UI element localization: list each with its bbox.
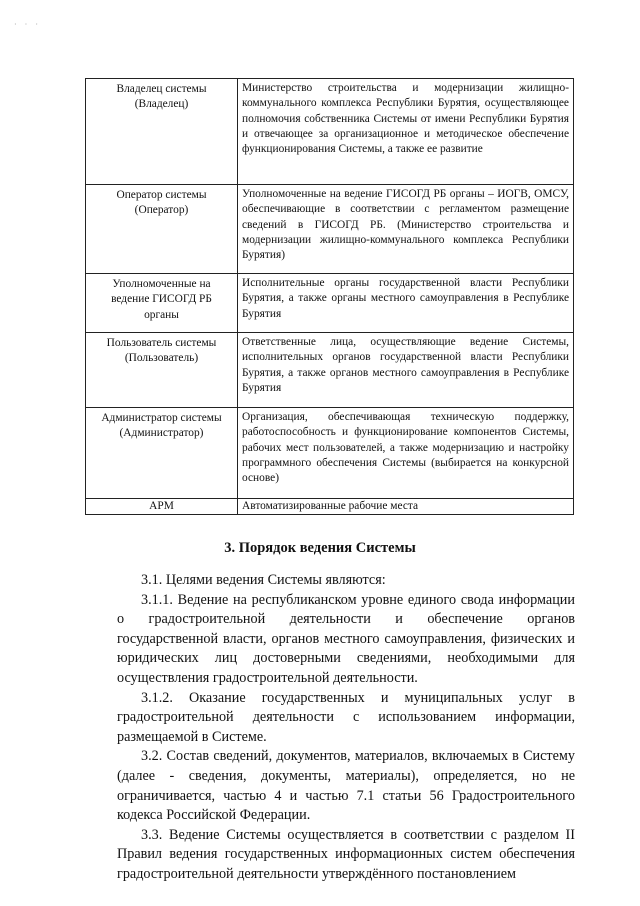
- term-cell: [86, 408, 238, 499]
- scan-artifact: · · ·: [14, 20, 41, 29]
- term-cell: [86, 499, 238, 515]
- term-line: АРМ: [149, 500, 174, 512]
- description-cell: Уполномоченные на ведение ГИСОГД РБ органы – ИОГВ, ОМСУ, обеспечивающие в соответствии с регламентом размещение сведений в ГИСОГД РБ. (Министерство строительства и модернизации жилищно-коммунального комплекса Республики Бурятия): [238, 185, 574, 274]
- paragraph: 3.3. Ведение Системы осуществляется в соответствии с разделом II Правил ведения государственных информационных систем обеспечения градостроительной деятельности утверждённого постановлением: [117, 826, 575, 882]
- term-cell: [86, 79, 238, 185]
- table-row: [86, 185, 574, 274]
- table-row: [86, 408, 574, 499]
- paragraph: 3.1. Целями ведения Системы являются:: [141, 572, 386, 588]
- description-cell: Автоматизированные рабочие места: [238, 499, 574, 515]
- term-line: органы: [144, 308, 179, 321]
- section-body: [117, 571, 575, 885]
- term-line: (Администратор): [119, 427, 204, 440]
- table-row: [86, 499, 574, 515]
- term-line: Администратор системы: [101, 412, 222, 424]
- table-row: [86, 79, 574, 185]
- term-line: (Пользователь): [124, 352, 199, 365]
- table-row: [86, 333, 574, 408]
- description-cell: Министерство строительства и модернизации жилищно-коммунального комплекса Республики Бурятия, осуществляющее полномочия собственника Системы от имени Республики Бурятия и отвечающее за организационное и методическое обеспечение функционирования Системы, а также ее развитие: [238, 79, 574, 185]
- section-heading: 3. Порядок ведения Системы: [224, 540, 416, 556]
- term-cell: [86, 333, 238, 408]
- term-line: (Владелец): [134, 98, 189, 111]
- term-cell: [86, 185, 238, 274]
- term-line: Оператор системы: [116, 189, 207, 201]
- paragraph: 3.1.1. Ведение на республиканском уровне единого свода информации о градостроительной деятельности и обеспечение органов государственной власти, органов местного самоуправления, физических и юридических лиц достоверными сведениями, необходимыми для осуществления градостроительной деятельности.: [117, 591, 575, 686]
- definitions-table: [85, 78, 574, 515]
- description-cell: Исполнительные органы государственной власти Республики Бурятия, а также органы местного самоуправления в Республике Бурятия: [238, 274, 574, 333]
- paragraph: 3.2. Состав сведений, документов, материалов, включаемых в Систему (далее - сведения, документы, материалы), определяется, но не ограничивается, частью 4 и частью 7.1 статьи 56 Градостроительного кодекса Российской Федерации.: [117, 748, 575, 824]
- term-line: (Оператор): [134, 204, 189, 217]
- table-row: [86, 274, 574, 333]
- term-line: Владелец системы: [116, 83, 207, 95]
- term-line: ведение ГИСОГД РБ: [111, 293, 212, 306]
- description-cell: Организация, обеспечивающая техническую поддержку, работоспособность и функционирование компонентов Системы, рабочих мест пользователей, а также модернизацию и настройку программного обеспечения Системы (выбирается на конкурсной основе): [238, 408, 574, 499]
- description-cell: Ответственные лица, осуществляющие ведение Системы, исполнительных органов государственной власти Республики Бурятия, а также органов местного самоуправления в Республике Бурятия: [238, 333, 574, 408]
- term-line: Уполномоченные на: [112, 278, 211, 290]
- paragraph: 3.1.2. Оказание государственных и муниципальных услуг в градостроительной деятельности с использованием информации, размещаемой в Системе.: [117, 689, 575, 745]
- term-line: Пользователь системы: [106, 337, 217, 349]
- term-cell: [86, 274, 238, 333]
